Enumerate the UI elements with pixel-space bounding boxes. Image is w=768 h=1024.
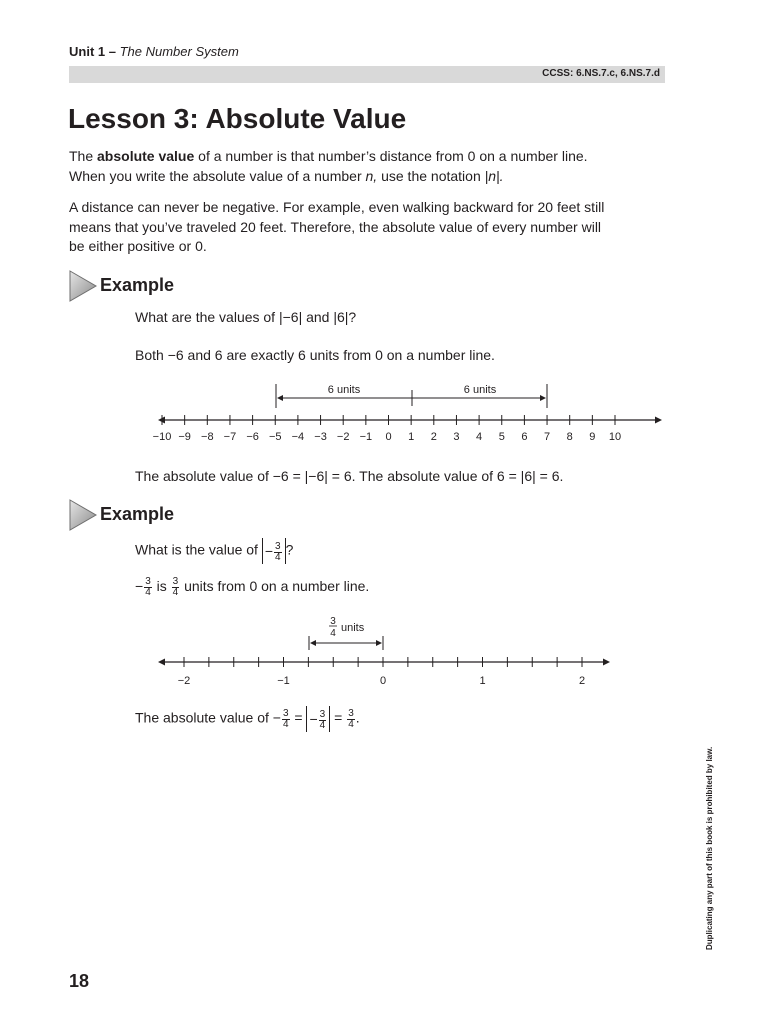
fraction-denominator: 4 bbox=[282, 718, 289, 730]
axis-arrow-right bbox=[655, 417, 662, 424]
tick-label: 0 bbox=[385, 431, 392, 443]
text-run: The bbox=[69, 148, 98, 164]
tick-label: −8 bbox=[201, 431, 214, 443]
fraction-denominator: 4 bbox=[172, 586, 179, 598]
number-line-integers bbox=[150, 378, 670, 450]
minus-sign: − bbox=[264, 543, 274, 559]
text-run: units from 0 on a number line. bbox=[180, 578, 370, 594]
fraction-denominator: 4 bbox=[348, 718, 354, 730]
standards-bar bbox=[69, 66, 665, 83]
tick-label: −2 bbox=[336, 431, 350, 443]
tick-label: 5 bbox=[498, 431, 505, 443]
text-run: use the notation bbox=[377, 167, 485, 184]
tick-label: 7 bbox=[543, 431, 551, 443]
tick-label: −2 bbox=[177, 675, 191, 687]
unit-label: Unit 1 – bbox=[69, 44, 116, 59]
text-run: When you write the absolute value of a number bbox=[69, 167, 366, 184]
negative-distance-paragraph bbox=[69, 198, 669, 257]
tick-label: 6 bbox=[521, 431, 528, 443]
fraction-denominator: 4 bbox=[319, 719, 326, 731]
bracket-arrow-right bbox=[540, 395, 546, 401]
tick-label: 1 bbox=[479, 675, 486, 687]
fraction-numerator: 3 bbox=[282, 707, 289, 719]
fraction bbox=[274, 542, 282, 563]
number-line-fractions bbox=[150, 612, 620, 692]
tick-label: −7 bbox=[223, 431, 237, 443]
equals-sign: = bbox=[290, 709, 307, 726]
absolute-value-expression bbox=[262, 538, 286, 564]
fraction-numerator: 3 bbox=[275, 540, 281, 552]
unit-header bbox=[69, 44, 239, 59]
example-1-statement: Both −6 and 6 are exactly 6 units from 0 on a number line. bbox=[135, 347, 495, 363]
text-run: is bbox=[152, 578, 171, 594]
example-2-conclusion bbox=[135, 706, 360, 732]
tick-label: 4 bbox=[476, 431, 483, 443]
lesson-title: Lesson 3: Absolute Value bbox=[68, 103, 407, 134]
unit-name: The Number System bbox=[119, 44, 239, 59]
axis-arrow-right bbox=[603, 659, 610, 666]
tick-label: −10 bbox=[152, 431, 172, 443]
example-2-statement bbox=[135, 576, 369, 598]
play-arrow-icon bbox=[68, 498, 98, 532]
example-1-heading bbox=[68, 269, 268, 303]
page-number: 18 bbox=[69, 971, 90, 991]
tick-label: −3 bbox=[314, 431, 327, 443]
fraction bbox=[282, 709, 290, 730]
tick-label: 0 bbox=[379, 675, 387, 687]
tick-label: −5 bbox=[268, 431, 282, 443]
bracket-arrow-right bbox=[376, 640, 382, 646]
fraction-numerator: 3 bbox=[319, 708, 326, 720]
tick-label: 9 bbox=[589, 431, 596, 443]
tick-label: −6 bbox=[246, 431, 259, 443]
fraction-numerator: 3 bbox=[145, 575, 151, 587]
text-line: means that you’ve traveled 20 feet. Therefore, the absolute value of every number will bbox=[69, 218, 602, 235]
minus-sign: − bbox=[135, 578, 144, 594]
play-arrow-icon bbox=[68, 269, 98, 303]
text-line: A distance can never be negative. For example, even walking backward for 20 feet still bbox=[69, 199, 605, 215]
tick-label: 1 bbox=[408, 431, 415, 443]
example-label: Example bbox=[100, 275, 175, 295]
equals-sign: = bbox=[330, 709, 347, 726]
example-1-conclusion: The absolute value of −6 = |−6| = 6. The absolute value of 6 = |6| = 6. bbox=[135, 468, 564, 484]
bracket-units-label: units bbox=[341, 622, 365, 634]
axis-arrow-left bbox=[158, 659, 165, 666]
fraction bbox=[172, 577, 180, 598]
text-run: of a number is that number’s distance from 0 on a number line. bbox=[194, 148, 588, 164]
bracket-fraction-denominator: 4 bbox=[330, 628, 336, 639]
tick-label: −1 bbox=[359, 431, 373, 443]
bracket-label-left: 6 units bbox=[327, 384, 361, 396]
fraction-denominator: 4 bbox=[275, 551, 281, 563]
fraction bbox=[319, 710, 327, 731]
text-run: What is the value of bbox=[135, 541, 262, 558]
example-2-question bbox=[135, 538, 293, 564]
fraction-denominator: 4 bbox=[145, 586, 151, 598]
absolute-value-expression bbox=[306, 706, 330, 732]
tick-label: −4 bbox=[291, 431, 305, 443]
standards-text: CCSS: 6.NS.7.c, 6.NS.7.d bbox=[542, 68, 660, 79]
fraction bbox=[144, 577, 152, 598]
tick-label: −1 bbox=[277, 675, 290, 687]
variable-n: n, bbox=[365, 167, 378, 184]
term-absolute-value: absolute value bbox=[97, 148, 195, 164]
tick-label: 10 bbox=[608, 431, 622, 443]
bracket-arrow-left bbox=[277, 395, 283, 401]
definition-paragraph bbox=[69, 147, 669, 186]
fraction-numerator: 3 bbox=[172, 575, 179, 587]
tick-label: 3 bbox=[453, 431, 460, 443]
fraction-numerator: 3 bbox=[348, 707, 354, 719]
notation: |n|. bbox=[484, 167, 504, 184]
text-run: The absolute value of − bbox=[135, 709, 281, 726]
text-run: . bbox=[355, 709, 360, 726]
example-2-heading bbox=[68, 498, 268, 532]
minus-sign: − bbox=[309, 711, 318, 727]
tick-label: 2 bbox=[430, 431, 437, 443]
copyright-note: Duplicating any part of this book is prohibited by law. bbox=[705, 746, 714, 950]
text-run: ? bbox=[285, 541, 294, 558]
bracket-fraction-numerator: 3 bbox=[330, 616, 336, 627]
text-line: be either positive or 0. bbox=[69, 238, 207, 254]
example-1-question: What are the values of |−6| and |6|? bbox=[135, 309, 357, 325]
bracket-label-right: 6 units bbox=[463, 384, 497, 396]
fraction bbox=[347, 709, 355, 730]
tick-label: 2 bbox=[578, 675, 586, 687]
tick-label: 8 bbox=[566, 431, 573, 443]
example-label: Example bbox=[100, 504, 175, 524]
tick-label: −9 bbox=[178, 431, 191, 443]
bracket-arrow-left bbox=[310, 640, 316, 646]
